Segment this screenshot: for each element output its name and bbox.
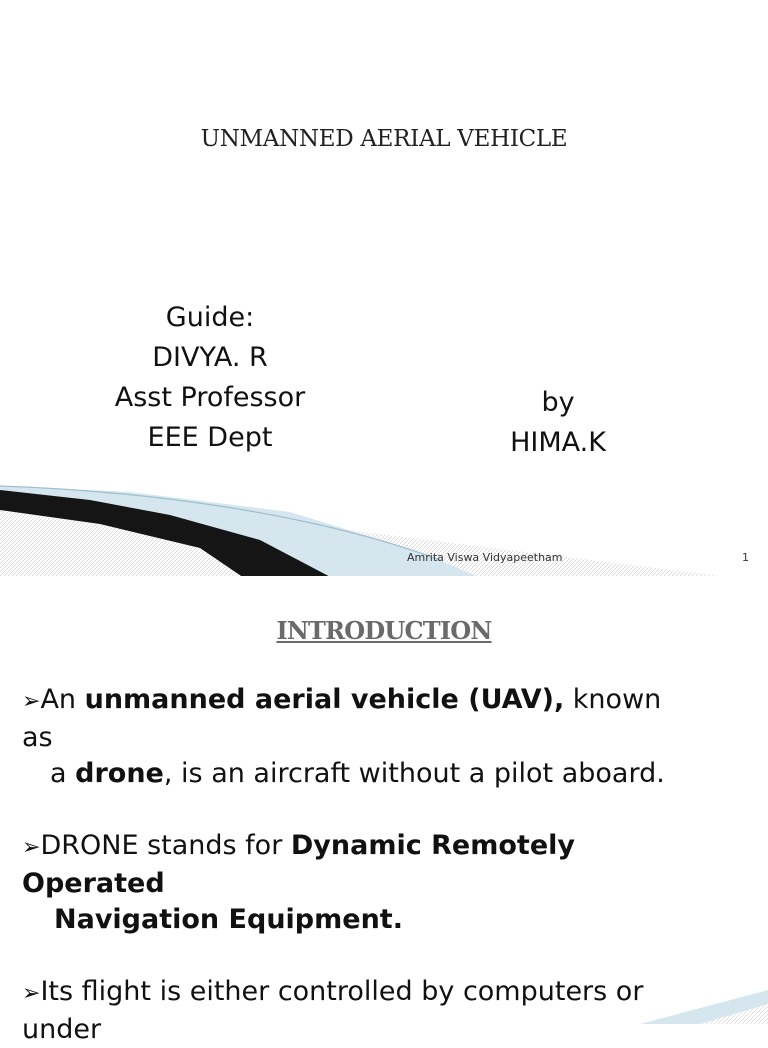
bullet-1-bold-drone: drone	[75, 758, 164, 789]
bullet-3-text-a: Its flight is either controlled by computers or	[40, 976, 644, 1007]
presentation-title: UNMANNED AERIAL VEHICLE	[200, 126, 568, 152]
guide-designation: Asst Professor	[114, 382, 306, 413]
arrow-bullet-icon: ➢	[22, 981, 41, 1006]
bullet-2-bold-b: Operated	[22, 868, 165, 899]
bullet-3	[22, 974, 757, 1012]
author-block	[478, 383, 638, 463]
bullet-1-line-2: as	[22, 722, 53, 753]
bullet-2-bold-a: Dynamic Remotely	[290, 830, 575, 861]
bullet-2	[22, 828, 757, 866]
by-label: by	[541, 387, 575, 418]
bullet-2-line-2	[22, 866, 757, 902]
arrow-bullet-icon: ➢	[22, 689, 41, 714]
bullet-2-bold-c: Navigation Equipment.	[54, 904, 403, 935]
bullet-3-line-2: under	[22, 1014, 102, 1045]
slide-number: 1	[742, 551, 749, 564]
bullet-1-bold-uav: unmanned aerial vehicle (UAV),	[84, 684, 565, 715]
bullet-1-text-d: , is an aircraft without a pilot aboard.	[163, 758, 665, 789]
guide-block	[90, 298, 330, 458]
section-title: INTRODUCTION	[276, 616, 492, 645]
arrow-bullet-icon: ➢	[22, 835, 41, 860]
guide-name: DIVYA. R	[152, 342, 268, 373]
bullet-2-text-a: DRONE stands for	[40, 830, 291, 861]
slide-separator	[0, 576, 768, 586]
intro-body	[22, 682, 757, 1048]
footer-institution: Amrita Viswa Vidyapeetham	[407, 551, 563, 564]
bullet-1-text-b: known	[564, 684, 662, 715]
author-name: HIMA.K	[510, 427, 606, 458]
bullet-1-text-c: a	[50, 758, 76, 789]
bullet-1-line-3	[22, 756, 757, 792]
guide-department: EEE Dept	[147, 422, 273, 453]
guide-heading: Guide:	[165, 302, 255, 333]
bullet-1	[22, 682, 757, 720]
bullet-2-line-3	[22, 902, 757, 938]
bullet-1-text-a: An	[40, 684, 85, 715]
slide-2	[0, 586, 768, 1045]
